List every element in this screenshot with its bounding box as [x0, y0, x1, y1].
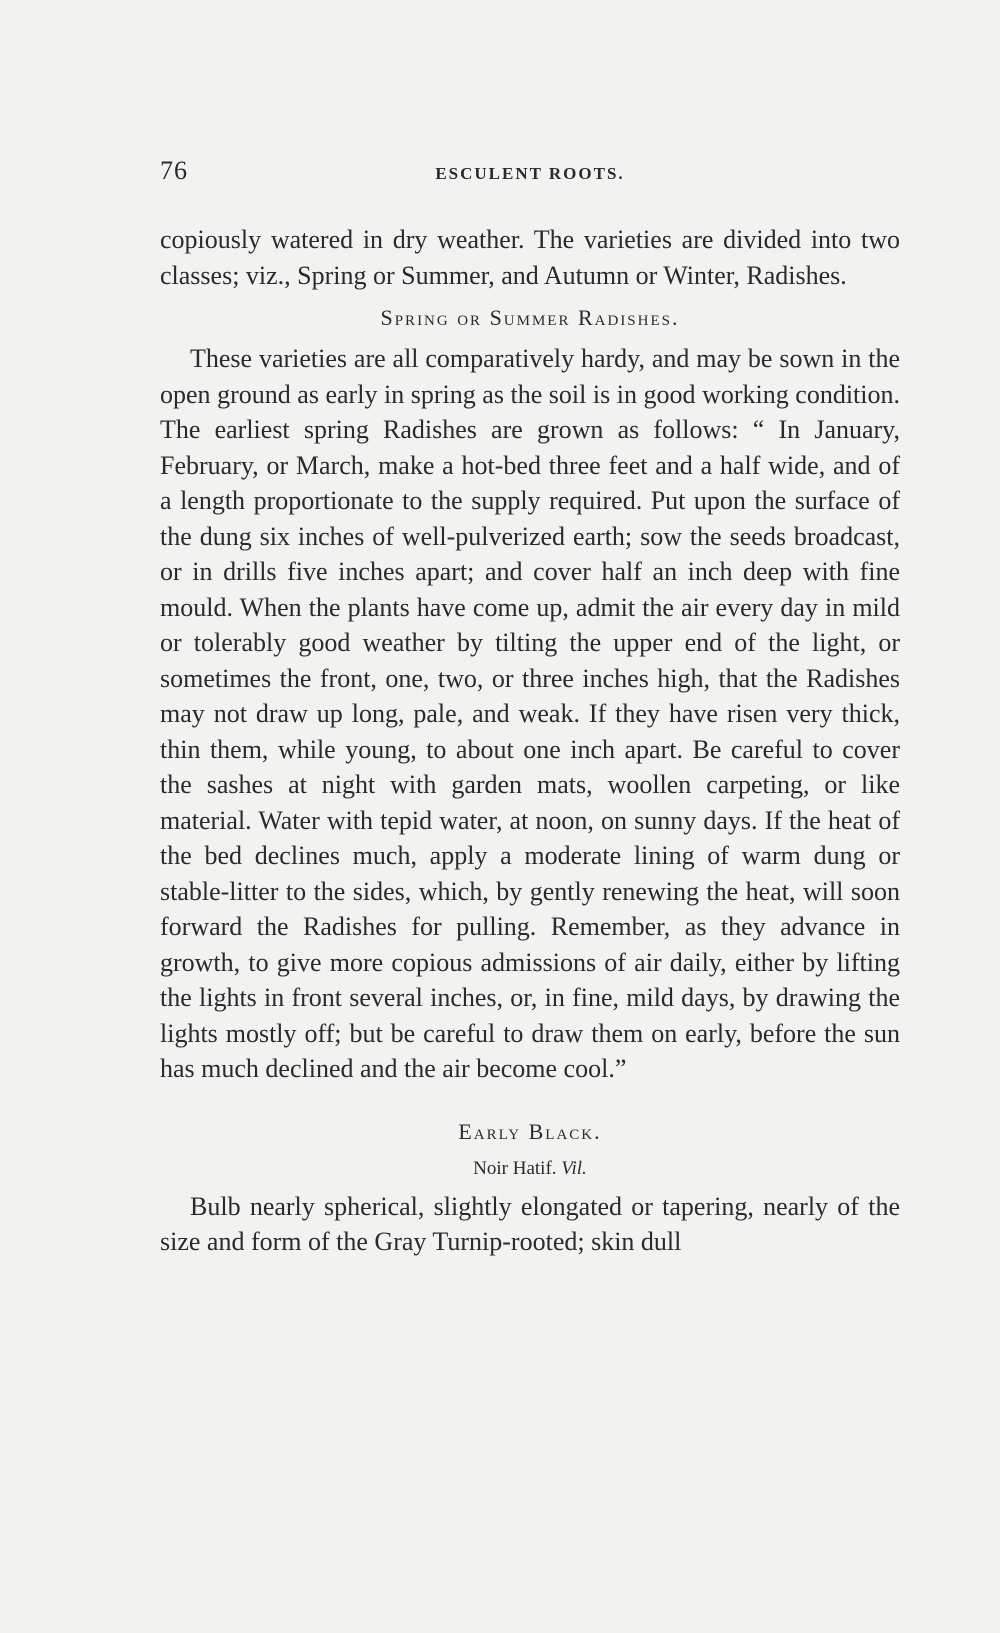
running-title: ESCULENT ROOTS. [435, 164, 625, 183]
synonym-name: Noir Hatif. [473, 1157, 557, 1179]
body-text [160, 222, 900, 1260]
page-number: 76 [160, 156, 188, 185]
synonym-author: Vil. [561, 1157, 587, 1179]
paragraph-intro: copiously watered in dry weather. The varieties are divided into two classes; viz., Spring or Summer, and Autumn or Winter, Radishes. [160, 225, 900, 290]
section-heading-spring-summer: Spring or Summer Radishes. [380, 305, 680, 330]
paragraph-spring-summer: These varieties are all comparatively hardy, and may be sown in the open ground as early in spring as the soil is in good working condition. The earliest spring Radishes are grown as follows: “ In January, February, or March, make a hot-bed three feet and a half wide, and of a length proportionate to the supply required. Put upon the surface of the dung six inches of well-pulverized earth; sow the seeds broadcast, or in drills five inches apart; and cover half an inch deep with fine mould. When the plants have come up, admit the air every day in mild or tolerably good weather by tilting the upper end of the light, or sometimes the front, one, two, or three inches high, that the Radishes may not draw up long, pale, and weak. If they have risen very thick, thin them, while young, to about one inch apart. Be careful to cover the sashes at night with garden mats, woollen carpeting, or like material. Water with tepid water, at noon, on sunny days. If the heat of the bed declines much, apply a moderate lining of warm dung or stable-litter to the sides, which, by gently renewing the heat, will soon forward the Radishes for pulling. Remember, as they advance in growth, to give more copious admissions of air daily, either by lifting the lights in front several inches, or, in fine, mild days, by drawing the lights mostly off; but be careful to draw them on early, before the sun has much declined and the air become cool.” [160, 344, 900, 1083]
paragraph-early-black: Bulb nearly spherical, slightly elongated or tapering, nearly of the size and form of the Gray Turnip-rooted; skin dull [160, 1191, 900, 1256]
spacer [160, 1087, 900, 1107]
section-heading-early-black: Early Black. [458, 1118, 602, 1144]
synonym-line [160, 1155, 900, 1183]
running-head [160, 156, 900, 196]
